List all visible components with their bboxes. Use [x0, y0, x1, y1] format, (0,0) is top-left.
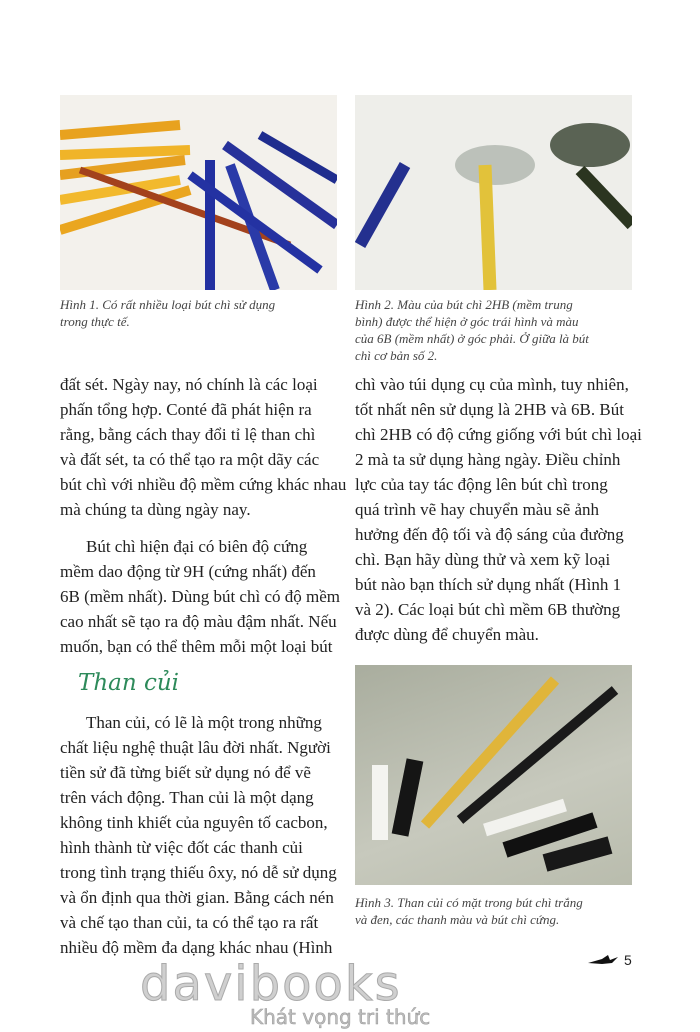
caption-line: bình) được thể hiện ở góc trái hình và màu — [355, 314, 579, 329]
text-line: phấn tổng hợp. Conté đã phát hiện ra — [60, 400, 312, 419]
text-line: và chế tạo than củi, ta có thể tạo ra rất — [60, 913, 319, 932]
text-line: chì 2HB có độ cứng giống với bút chì loại — [355, 425, 642, 444]
figure-2-pencil-shading-photo — [355, 95, 632, 290]
caption-line: chì cơ bản số 2. — [355, 348, 438, 363]
left-column-top — [60, 372, 346, 659]
watermark-slogan: Khát vọng tri thức — [250, 1005, 431, 1029]
text-line: chì vào túi dụng cụ của mình, tuy nhiên, — [355, 375, 629, 394]
caption-line: và đen, các thanh màu và bút chì cứng. — [355, 912, 560, 927]
text-line: 6B (mềm nhất). Dùng bút chì có độ mềm — [60, 587, 340, 606]
watermark-brand: davibooks — [140, 956, 402, 1012]
figure-1-caption — [60, 296, 275, 330]
text-line: và đất sét, ta có thể tạo ra một dãy các — [60, 450, 320, 469]
text-line: quá trình vẽ hay chuyển màu sẽ ảnh — [355, 500, 600, 519]
caption-line: Hình 2. Màu của bút chì 2HB (mềm trung — [355, 297, 573, 312]
bird-ornament-icon — [588, 954, 618, 968]
text-line: hình thành từ việc đốt các thanh củi — [60, 838, 303, 857]
text-line: tốt nhất nên sử dụng là 2HB và 6B. Bút — [355, 400, 624, 419]
text-line: cao nhất sẽ tạo ra độ màu đậm nhất. Nếu — [60, 612, 337, 631]
text-line: bút chì với nhiều độ mềm cứng khác nhau — [60, 475, 347, 494]
figure-1-pencils-photo — [60, 95, 337, 290]
caption-line: trong thực tế. — [60, 314, 130, 329]
text-line: chất liệu nghệ thuật lâu đời nhất. Người — [60, 738, 331, 757]
text-line: bút nào bạn thích sử dụng nhất (Hình 1 — [355, 575, 622, 594]
text-line: trên vách động. Than củi là một dạng — [60, 788, 314, 807]
text-line: rằng, bằng cách thay đổi tỉ lệ than chì — [60, 425, 316, 444]
text-line: lực của tay tác động lên bút chì trong — [355, 475, 608, 494]
text-line: và ổn định qua thời gian. Bằng cách nén — [60, 888, 334, 907]
text-line: mềm dao động từ 9H (cứng nhất) đến — [60, 562, 316, 581]
text-line: và 2). Các loại bút chì mềm 6B thường — [355, 600, 621, 619]
page-number: 5 — [624, 952, 632, 968]
text-line: không tinh khiết của nguyên tố cacbon, — [60, 813, 328, 832]
text-line: được dùng để chuyển màu. — [355, 625, 539, 644]
text-line: chì. Bạn hãy dùng thử và xem kỹ loại — [355, 550, 611, 569]
text-line: muốn, bạn có thể thêm mỗi một loại bút — [60, 637, 333, 656]
right-column-top — [355, 372, 642, 647]
text-line: mà chúng ta dùng ngày nay. — [60, 500, 251, 519]
text-line: 2 mà ta sử dụng hàng ngày. Điều chỉnh — [355, 450, 621, 469]
text-line: hưởng đến độ tối và độ sáng của đường — [355, 525, 624, 544]
text-line: đất sét. Ngày nay, nó chính là các loại — [60, 375, 318, 394]
section-heading: Than củi — [78, 670, 180, 696]
figure-2-caption — [355, 296, 589, 364]
text-line: Bút chì hiện đại có biên độ cứng — [86, 537, 308, 556]
text-line: Than củi, có lẽ là một trong những — [86, 713, 322, 732]
text-line: trong tình trạng thiếu ôxy, nó dễ sử dụng — [60, 863, 337, 882]
caption-line: Hình 1. Có rất nhiều loại bút chì sử dụng — [60, 297, 276, 312]
text-line: nhiều độ mềm đa dạng khác nhau (Hình — [60, 938, 333, 957]
caption-line: của 6B (mềm nhất) ở góc phải. Ở giữa là bút — [355, 331, 589, 346]
caption-line: Hình 3. Than củi có mặt trong bút chì trắng — [355, 895, 583, 910]
figure-3-charcoal-photo — [355, 665, 632, 885]
figure-3-caption — [355, 894, 583, 928]
left-column-bottom — [60, 710, 337, 960]
text-line: tiền sử đã từng biết sử dụng nó để vẽ — [60, 763, 311, 782]
